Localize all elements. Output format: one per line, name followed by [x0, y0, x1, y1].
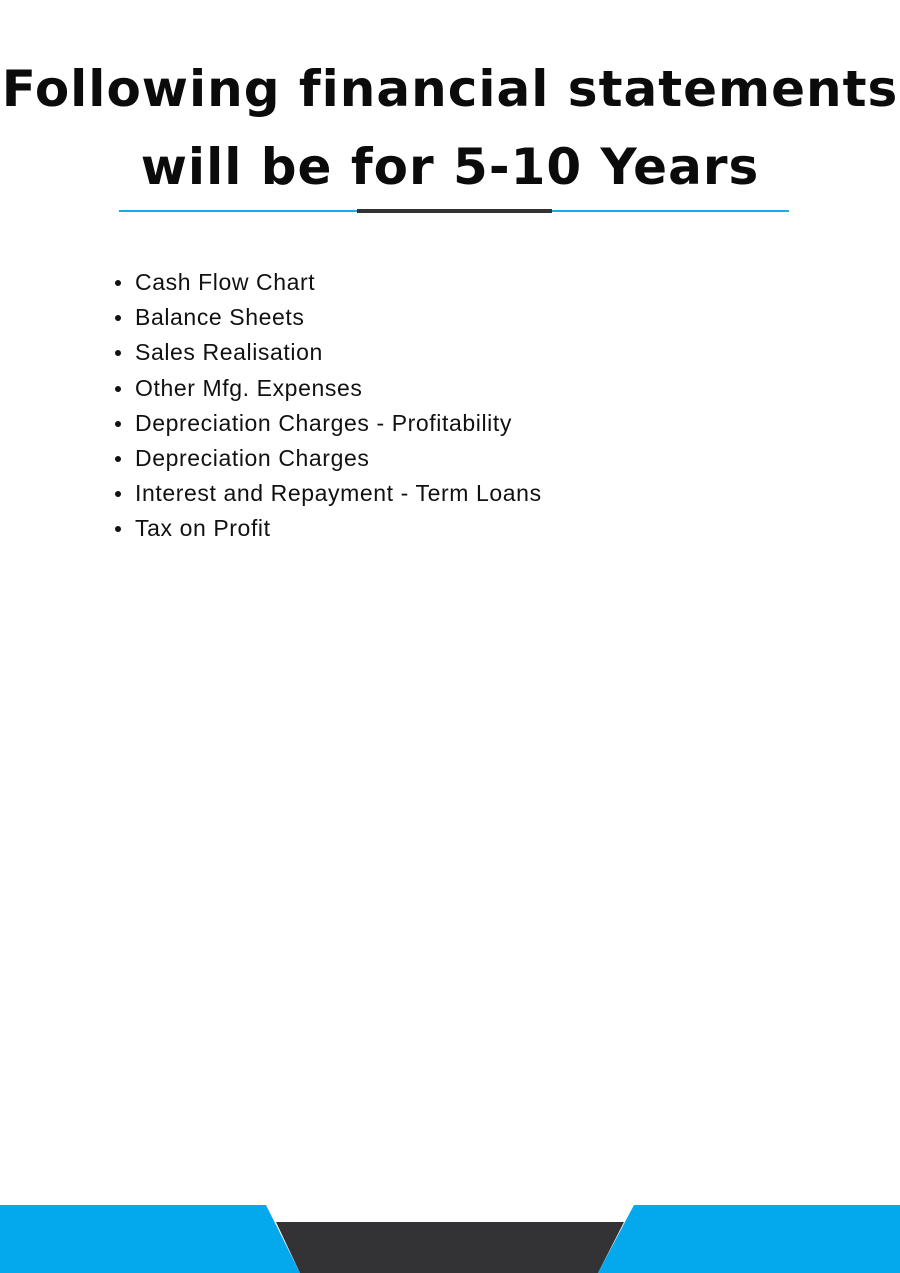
page-title-line-2: will be for 5-10 Years: [140, 138, 760, 196]
list-item: Other Mfg. Expenses: [113, 371, 542, 406]
list-item: Depreciation Charges - Profitability: [113, 406, 542, 441]
page-title-line-1: Following financial statements: [1, 60, 899, 118]
page-title: [0, 50, 900, 206]
list-item: Balance Sheets: [113, 300, 542, 335]
title-underline-accent: [357, 209, 552, 213]
footer-blue-right: [598, 1205, 900, 1273]
list-item: Sales Realisation: [113, 335, 542, 370]
footer-dark-center: [276, 1222, 624, 1273]
statement-list: [113, 265, 542, 547]
footer-band: [0, 1205, 900, 1273]
footer-graphic: [0, 1205, 900, 1273]
footer-blue-left: [0, 1205, 300, 1273]
list-item: Tax on Profit: [113, 511, 542, 546]
list-item: Depreciation Charges: [113, 441, 542, 476]
list-item: Interest and Repayment - Term Loans: [113, 476, 542, 511]
list-item: Cash Flow Chart: [113, 265, 542, 300]
